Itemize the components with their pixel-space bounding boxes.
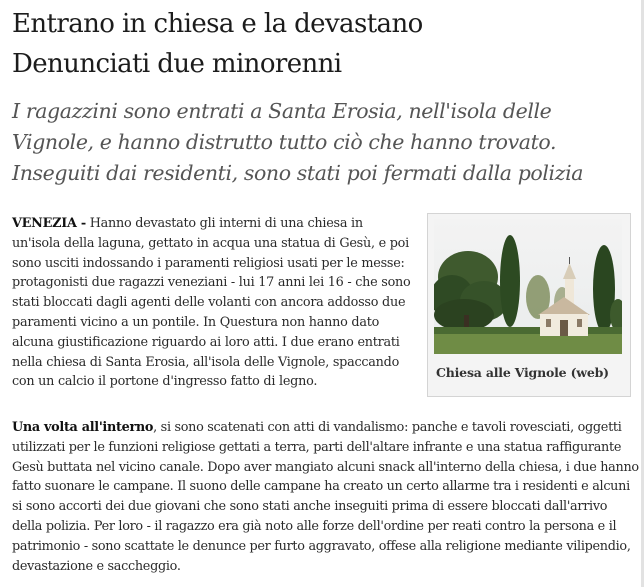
paragraph-line: sono usciti indossando i paramenti religiosi usati per le messe: bbox=[12, 255, 405, 271]
church-illustration bbox=[434, 219, 622, 354]
paragraph-line: Gesù buttata nel vicino canale. Dopo aver mangiato alcuni snack all'interno della chiesa, i due hanno bbox=[12, 459, 639, 475]
paragraph-line: si sono accorti dei due giovani che sono stati anche inseguiti prima di essere bloccati dall'arrivo bbox=[12, 499, 608, 515]
paragraph-line: paramenti vicino a un pontile. In Questura non hanno dato bbox=[12, 314, 380, 330]
paragraph-line: della polizia. Per loro - il ragazzo era già noto alle forze dell'ordine per reati contro la persona e il bbox=[12, 518, 617, 534]
paragraph-text: , si sono scatenati con atti di vandalismo: panche e tavoli rovesciati, oggetti bbox=[153, 420, 622, 435]
subheadline-line: Inseguiti dai residenti, sono stati poi fermati dalla polizia bbox=[12, 161, 584, 185]
church-photo[interactable] bbox=[434, 219, 622, 354]
paragraph-line: un'isola della laguna, gettato in acqua una statua di Gesù, e poi bbox=[12, 235, 409, 251]
paragraph-leadin: Una volta all'interno bbox=[12, 420, 154, 435]
headline-line: Denunciati due minorenni bbox=[12, 49, 342, 79]
photo-box bbox=[427, 213, 631, 397]
paragraph-line bbox=[12, 214, 412, 234]
paragraph-line: utilizzati per le funzioni religiose gettati a terra, parti dell'altare infrante e una statua raffigurante bbox=[12, 439, 622, 455]
paragraph-line: alcuna giustificazione riguardo ai loro atti. I due erano entrati bbox=[12, 334, 400, 350]
paragraph-line bbox=[12, 418, 636, 438]
article-paragraph-2 bbox=[12, 418, 639, 576]
paragraph-line: stati bloccati dagli agenti delle volanti con ancora addosso due bbox=[12, 295, 406, 311]
paragraph-line: protagonisti due ragazzi veneziani - lui 17 anni lei 16 - che sono bbox=[12, 275, 411, 291]
paragraph-line: nella chiesa di Santa Erosia, all'isola delle Vignole, spaccando bbox=[12, 354, 400, 370]
article-headline bbox=[12, 4, 632, 84]
paragraph-line: patrimonio - sono scattate le denunce per furto aggravato, offese alla religione mediante vilipendio, bbox=[12, 538, 631, 554]
subheadline-line: Vignole, e hanno distrutto tutto ciò che hanno trovato. bbox=[12, 130, 557, 154]
paragraph-line: fatto suonare le campane. Il suono delle campane ha creato un certo allarme tra i residenti e alcuni bbox=[12, 479, 630, 495]
paragraph-text: Hanno devastato gli interni di una chiesa in bbox=[89, 216, 363, 231]
headline-line: Entrano in chiesa e la devastano bbox=[12, 9, 423, 39]
article-paragraph-1 bbox=[12, 214, 412, 392]
dateline: VENEZIA - bbox=[12, 216, 86, 231]
paragraph-line: devastazione e saccheggio. bbox=[12, 558, 181, 574]
article-subheadline bbox=[12, 96, 636, 189]
paragraph-line: con un calcio il portone d'ingresso fatto di legno. bbox=[12, 374, 318, 390]
subheadline-line: I ragazzini sono entrati a Santa Erosia, nell'isola delle bbox=[12, 99, 552, 123]
photo-caption: Chiesa alle Vignole (web) bbox=[436, 365, 609, 380]
